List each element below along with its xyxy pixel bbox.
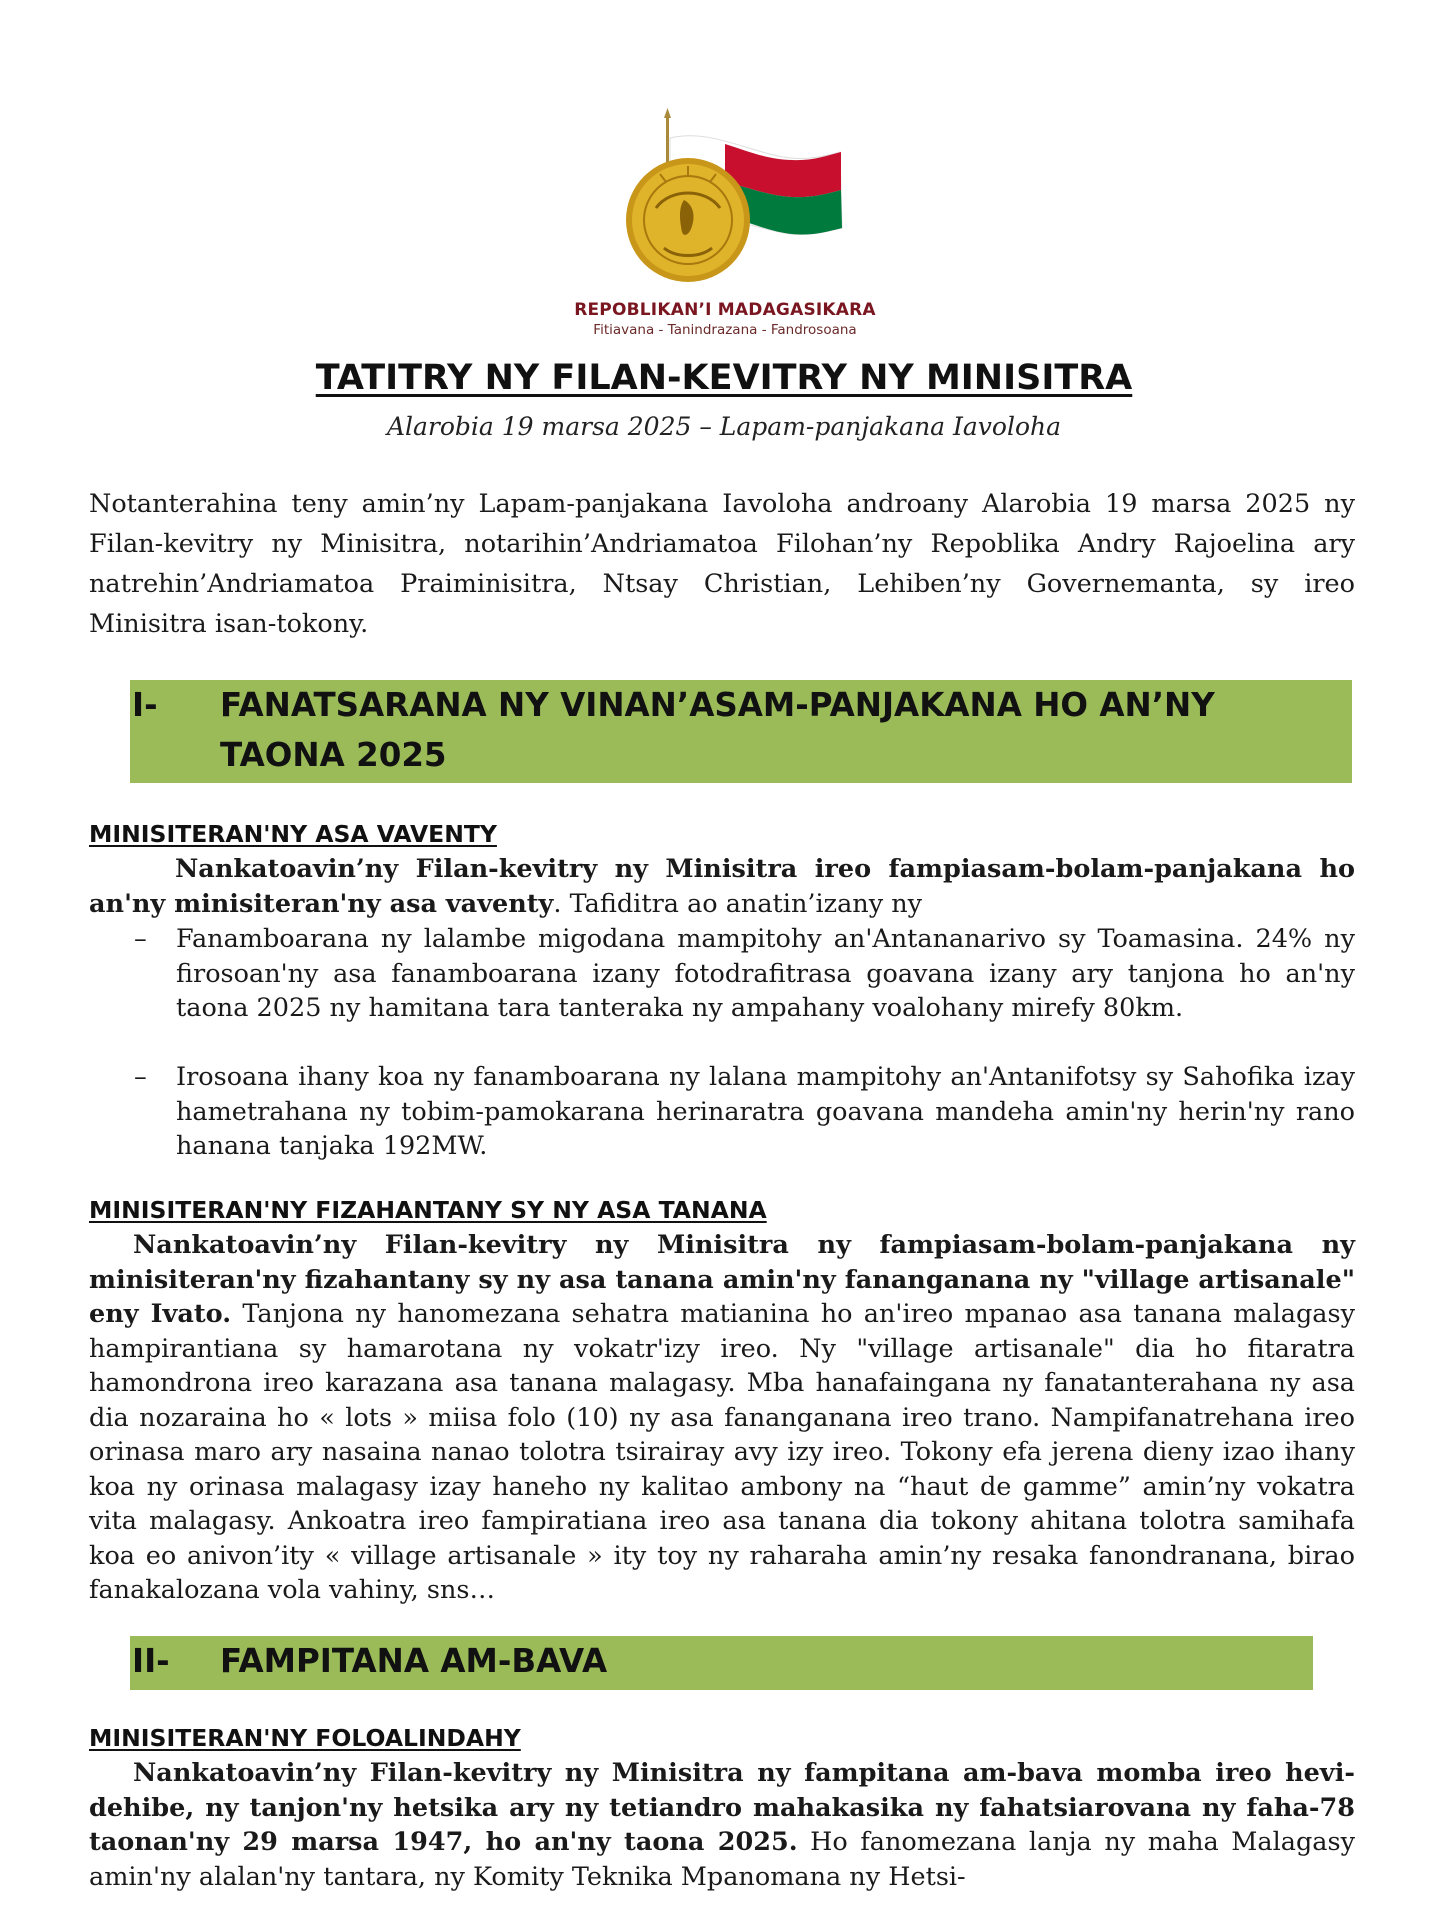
dash-marker: – (134, 924, 147, 954)
lead-rest-text: . Tafiditra ao anatin’izany ny (553, 888, 923, 919)
subsection-fizahantany-heading: MINISITERAN'NY FIZAHANTANY SY NY ASA TANANA (89, 1196, 767, 1224)
section-1-number: I- (132, 686, 158, 724)
republic-name: REPOBLIKAN’I MADAGASIKARA (574, 300, 876, 320)
body-text: Ho fanomezana lanja ny maha Malagasy amin'ny alalan'ny tantara, ny Komity Teknika Mpanomana ny Hetsi- (89, 1827, 1355, 1892)
lead-bold-text: Nankatoavin’ny Filan-kevitry ny Minisitra ireo fampiasam-bolam-panjakana ho an'ny minisiteran'ny asa vaventy (89, 854, 1355, 919)
bullet-text: Irosoana ihany koa ny fanamboarana ny lalana mampitohy an'Antanifotsy sy Sahofika izay hametrahana ny tobim-pamokarana herinaratra goavana mandeha amin'ny herin'ny rano hanana tanjaka 192MW. (176, 1062, 1355, 1161)
section-2-title: FAMPITANA AM-BAVA (220, 1642, 608, 1680)
section-1-header (130, 680, 1352, 783)
document-title: TATITRY NY FILAN-KEVITRY NY MINISITRA (315, 358, 1133, 398)
republic-motto: Fitiavana - Tanindrazana - Fandrosoana (593, 322, 857, 338)
bullet-item (134, 922, 1355, 1026)
subsection-foloalindahy-body (89, 1756, 1355, 1894)
flag-seal-emblem (560, 108, 890, 298)
section-1-title-line2: TAONA 2025 (220, 736, 447, 774)
document-subtitle: Alarobia 19 marsa 2025 – Lapam-panjakana Iavoloha (386, 412, 1062, 441)
subsection-asa-vaventy-lead (89, 852, 1355, 921)
subsection-foloalindahy-heading: MINISITERAN'NY FOLOALINDAHY (89, 1724, 521, 1752)
bullet-item (134, 1060, 1355, 1164)
republic-logo (560, 108, 890, 338)
subsection-fizahantany-body (89, 1228, 1355, 1608)
dash-marker: – (134, 1062, 147, 1092)
lead-bold-text: Nankatoavin’ny Filan-kevitry ny Minisitra ny fampitana am-bava momba ireo hevi-dehibe, ny tanjon'ny hetsika ary ny tetiandro mahakasika ny fahatsiarovana ny faha-78 taonan'ny 29 marsa 1947, ho an'ny taona 2025. (89, 1758, 1355, 1857)
intro-paragraph: Notanterahina teny amin’ny Lapam-panjakana Iavoloha androany Alarobia 19 marsa 2025 ny Filan-kevitry ny Minisitra, notarihin’Andriamatoa Filohan’ny Repoblika Andry Rajoelina ary natrehin’Andriamatoa Praiminisitra, Ntsay Christian, Lehiben’ny Governemanta, sy ireo Minisitra isan-tokony. (89, 489, 1355, 639)
body-text: Tanjona ny hanomezana sehatra matianina ho an'ireo mpanao asa tanana malagasy hampirantiana sy hamarotana ny vokatr'izy ireo. Ny "village artisanale" dia ho fitaratra hamondrona ireo karazana asa tanana malagasy. Mba hanafaingana ny fanatanterahana ny asa dia nozaraina ho « lots » miisa folo (10) ny asa fananganana ireo trano. Nampifanatrehana ireo orinasa maro ary nasaina nanao tolotra tsirairay avy izy ireo. Tokony efa jerena dieny izao ihany koa ny orinasa malagasy izay haneho ny kalitao ambony na “haut de gamme” amin’ny vokatra vita malagasy. Ankoatra ireo fampiratiana ireo asa tanana dia tokony ahitana tolotra samihafa koa eo anivon’ity « village artisanale » ity toy ny raharaha amin’ny resaka fanondranana, birao fanakalozana vola vahiny, sns… (89, 1299, 1355, 1605)
section-2-header (130, 1636, 1313, 1690)
section-1-title-line1: FANATSARANA NY VINAN’ASAM-PANJAKANA HO AN’NY (220, 686, 1215, 724)
lead-bold-text: Nankatoavin’ny Filan-kevitry ny Minisitra ny fampiasam-bolam-panjakana ny minisiteran'ny fizahantany sy ny asa tanana amin'ny fananganana ny "village artisanale" eny Ivato. (89, 1230, 1355, 1329)
bullet-text: Fanamboarana ny lalambe migodana mampitohy an'Antananarivo sy Toamasina. 24% ny firosoan'ny asa fanamboarana izany fotodrafitrasa goavana izany ary tanjona ho an'ny taona 2025 ny hamitana tara tanteraka ny ampahany voalohany mirefy 80km. (176, 924, 1355, 1023)
subsection-asa-vaventy-heading: MINISITERAN'NY ASA VAVENTY (89, 820, 497, 848)
section-2-number: II- (132, 1642, 170, 1680)
